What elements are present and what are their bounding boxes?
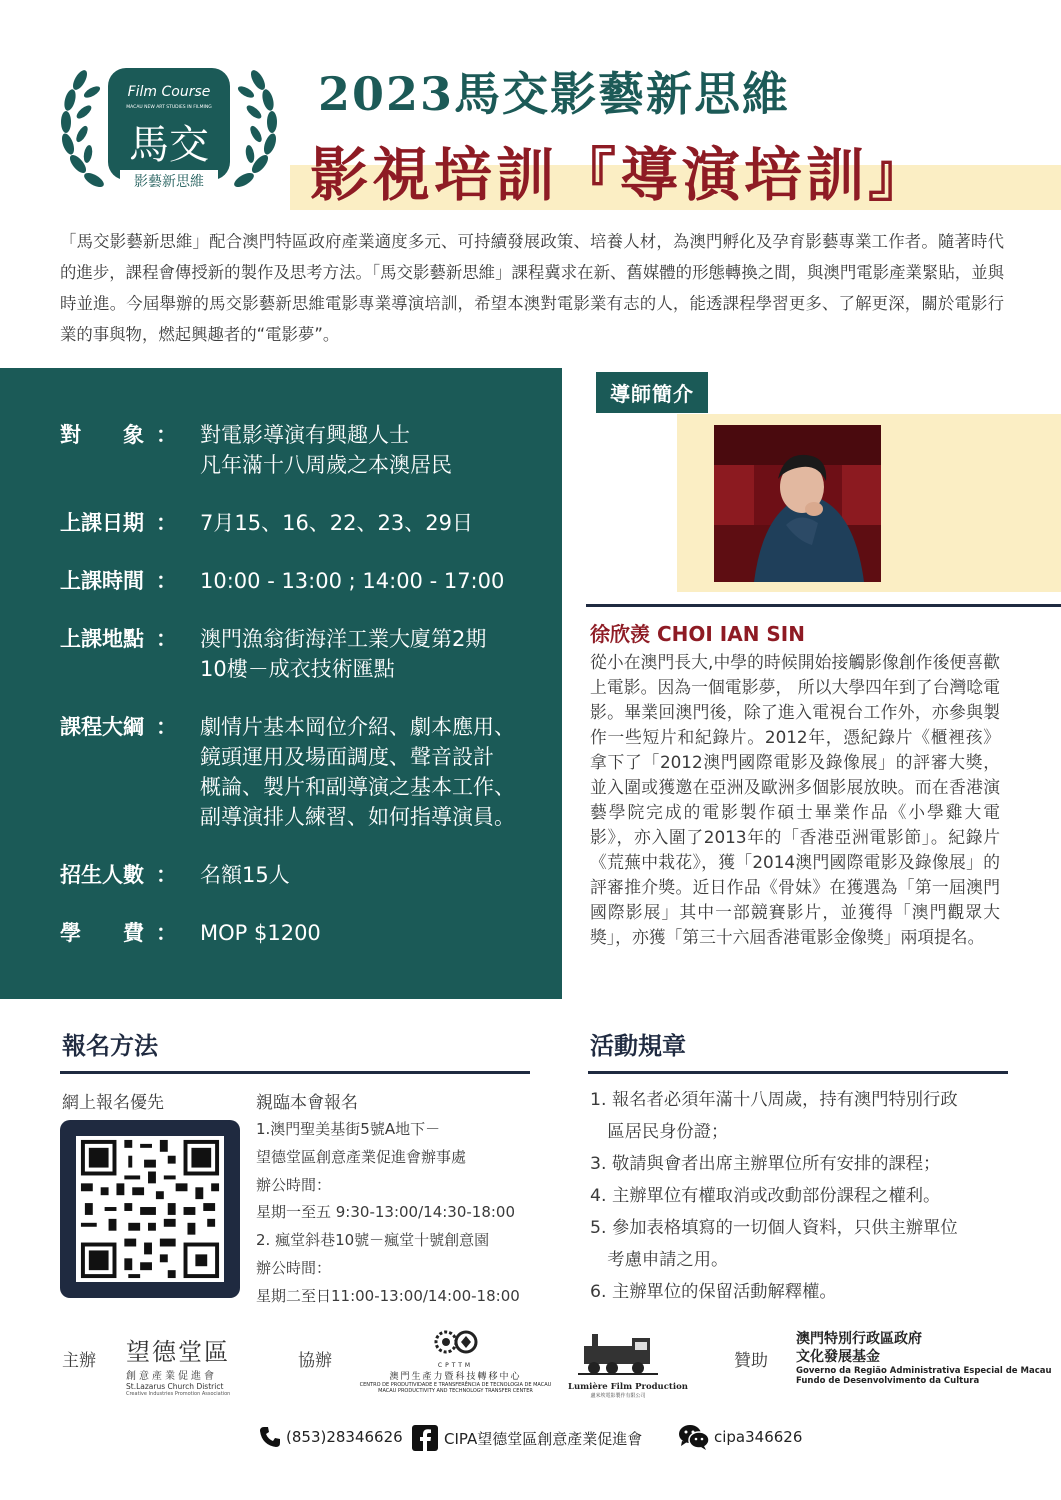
rule-item: 5. 參加表格填寫的一切個人資料，只供主辦單位: [590, 1218, 958, 1238]
registration-heading: 報名方法: [62, 1032, 158, 1060]
cpttm-english-name: MACAU PRODUCTIVITY AND TECHNOLOGY TRANSFER CENTER: [378, 1388, 533, 1394]
logo-mark: 馬交: [129, 122, 209, 168]
facebook-icon: [412, 1425, 438, 1455]
info-colon: ：: [156, 569, 177, 593]
host-name: 望德堂區: [126, 1338, 230, 1366]
qr-code-icon: [76, 1136, 224, 1282]
page-subtitle: 影視培訓『導演培訓』: [310, 141, 931, 209]
cpttm-gear-icon: [431, 1328, 481, 1358]
lumiere-logo: [568, 1326, 688, 1399]
online-registration-label: 網上報名優先: [62, 1093, 164, 1113]
info-value: 10樓－成衣技術匯點: [200, 657, 395, 681]
logo-subtitle: MACAU NEW ART STUDIES IN FILMING: [126, 105, 212, 110]
host-subtitle: 創意產業促進會: [126, 1371, 217, 1382]
rule-item: 考慮申請之用。: [590, 1250, 729, 1270]
rule-item: 6. 主辦單位的保留活動解釋權。: [590, 1282, 837, 1302]
detail-line: 辦公時間：: [256, 1175, 332, 1194]
intro-paragraph: 「馬交影藝新思維」配合澳門特區政府產業適度多元、可持續發展政策、培養人材，為澳門孵化及孕育影藝專業工作者。隨著時代的進步，課程會傳授新的製作及思考方法。「馬交影藝新思維」課程冀求在新、舊媒體的形態轉換之間，與澳門電影產業緊貼，並與時並進。今屆舉辦的馬交影藝新思維電影專業導演培訓，希望本澳對電影業有志的人，能透課程學習更多、了解更深，關於電影行業的事與物，燃起興趣者的“電影夢”。: [60, 232, 1004, 344]
rule-item: 區居民身份證；: [590, 1122, 729, 1142]
info-label: 對 象: [60, 423, 144, 447]
facebook-page[interactable]: CIPA望德堂區創意產業促進會: [444, 1430, 643, 1448]
tutor-section-tag: 導師簡介: [596, 372, 708, 413]
rule-item: 1. 報名者必須年滿十八周歲，持有澳門特別行政: [590, 1090, 958, 1110]
detail-line: 星期二至日11:00-13:00/14:00-18:00: [256, 1286, 520, 1305]
info-label: 上課時間: [60, 569, 144, 593]
info-colon: ：: [156, 921, 177, 945]
info-value: 概論、製片和副導演之基本工作、: [200, 775, 515, 799]
culture-gov-pt: Governo da Região Administrativa Especial de Macau: [796, 1366, 1052, 1376]
registration-qr-code[interactable]: [60, 1120, 240, 1298]
page-title: 2023馬交影藝新思維: [318, 67, 791, 121]
wechat-id[interactable]: cipa346626: [714, 1428, 803, 1446]
rules-heading: 活動規章: [590, 1032, 686, 1060]
laurel-icon: [58, 52, 280, 202]
detail-line: 2. 瘋堂斜巷10號－瘋堂十號創意園: [256, 1231, 490, 1250]
logo-course-text: Film Course: [127, 84, 211, 100]
detail-line: 星期一至五 9:30-13:00/14:30-18:00: [256, 1203, 516, 1222]
info-colon: ：: [156, 627, 177, 651]
culture-gov-name: 澳門特別行政區政府: [796, 1331, 922, 1347]
rule-item: 4. 主辦單位有權取消或改動部份課程之權利。: [590, 1186, 941, 1206]
info-value: MOP $1200: [200, 921, 321, 945]
info-label: 學 費: [60, 921, 144, 945]
film-course-logo: [58, 52, 280, 202]
phone-number[interactable]: (853)28346626: [286, 1428, 403, 1446]
cpttm-portuguese-name: CENTRO DE PRODUTIVIDADE E TRANSFERÊNCIA DE TECNOLOGIA DE MACAU: [359, 1382, 552, 1388]
detail-line: 辦公時間：: [256, 1258, 332, 1277]
cpttm-abbr: CPTTM: [437, 1362, 474, 1369]
info-value: 10:00 - 13:00 ; 14:00 - 17:00: [200, 569, 505, 593]
info-value: 鏡頭運用及場面調度、聲音設計: [200, 745, 494, 769]
host-logo: [126, 1332, 236, 1397]
info-value: 對電影導演有興趣人士: [200, 423, 410, 447]
info-value: 名額15人: [200, 863, 290, 887]
co-organizer-label: 協辦: [298, 1351, 332, 1371]
detail-line: 1.澳門聖美基街5號A地下－: [256, 1120, 441, 1138]
info-label: 上課日期: [60, 511, 144, 535]
phone-icon: [258, 1425, 282, 1453]
in-person-details: [256, 1116, 520, 1311]
host-english: St.Lazarus Church District: [126, 1382, 224, 1391]
rule-item: 3. 敬請與會者出席主辦單位所有安排的課程；: [590, 1154, 941, 1174]
tutor-bio: 從小在澳門長大,中學的時候開始接觸影像創作後便喜歡上電影。因為一個電影夢， 所以大學四年到了台灣唸電影。畢業回澳門後，除了進入電視台工作外，亦參與製作一些短片和紀錄片。2012年，憑紀錄片《櫃裡孩》拿下了「2012澳門國際電影及錄像展」的評審大獎，並入圍或獲邀在亞洲及歐洲多個影展放映。而在香港演藝學院完成的電影製作碩士畢業作品《小學雞大電影》，亦入圍了2013年的「香港亞洲電影節」。紀錄片《荒蕪中栽花》，獲「2014澳門國際電影及錄像展」的評審推介獎。近日作品《骨妹》在獲選為「第一屆澳門國際影展」其中一部競賽影片，並獲得「澳門觀眾大獎」，亦獲「第三十六屆香港電影金像獎」兩項提名。: [590, 652, 1000, 947]
info-label: 招生人數: [60, 863, 144, 887]
course-info-panel: [0, 368, 562, 999]
lumiere-chinese-name: 盧米埃電影製作有限公司: [590, 1393, 646, 1399]
detail-line: 望德堂區創意產業促進會辦事處: [256, 1147, 467, 1166]
registration-divider: [60, 1071, 530, 1074]
rules-list: [590, 1084, 1010, 1308]
sponsor-label: 贊助: [734, 1351, 768, 1371]
tutor-divider: [586, 604, 1061, 607]
host-label: 主辦: [62, 1351, 96, 1371]
info-value: 凡年滿十八周歲之本澳居民: [200, 453, 452, 477]
tutor-name: 徐欣羡 CHOI IAN SIN: [590, 622, 805, 646]
culture-fund-pt: Fundo de Desenvolvimento da Cultura: [796, 1376, 980, 1386]
logo-name: 影藝新思維: [134, 174, 204, 190]
info-label: 課程大綱: [60, 715, 144, 739]
info-colon: ：: [156, 863, 177, 887]
info-colon: ：: [156, 423, 177, 447]
in-person-registration-label: 親臨本會報名: [256, 1093, 358, 1113]
cpttm-chinese-name: 澳門生產力暨科技轉移中心: [389, 1372, 522, 1382]
cpttm-logo: [358, 1328, 553, 1394]
tutor-photo: [714, 425, 881, 582]
info-value: 7月15、16、22、23、29日: [200, 511, 473, 535]
host-english-sub: Creative Industries Promotion Association: [126, 1391, 231, 1397]
culture-fund-logo: [796, 1330, 1052, 1386]
info-value: 劇情片基本岡位介紹、劇本應用、: [200, 715, 515, 739]
culture-fund-name: 文化發展基金: [796, 1349, 880, 1365]
info-colon: ：: [156, 511, 177, 535]
info-label: 上課地點: [60, 627, 144, 651]
rules-divider: [588, 1071, 1008, 1074]
info-value: 副導演排人練習、如何指導演員。: [200, 805, 515, 829]
info-value: 澳門漁翁街海洋工業大廈第2期: [200, 627, 487, 651]
lumiere-name: Lumière Film Production: [568, 1382, 688, 1392]
train-icon: [578, 1326, 658, 1378]
info-colon: ：: [156, 715, 177, 739]
wechat-icon: [678, 1424, 710, 1454]
